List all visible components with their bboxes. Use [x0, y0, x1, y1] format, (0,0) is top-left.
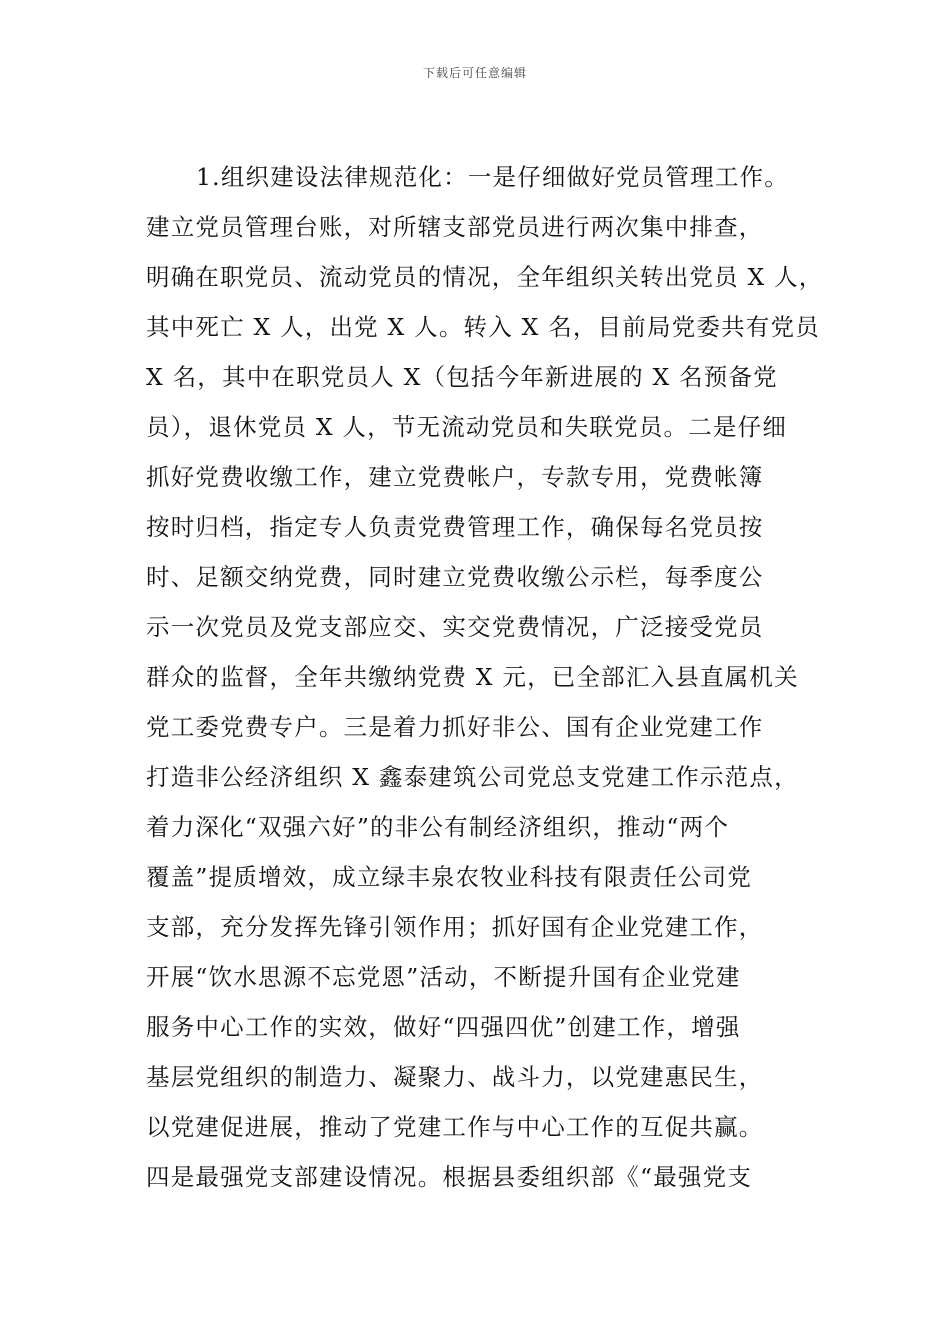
text-line: 打造非公经济组织 X 鑫泰建筑公司党总支党建工作示范点， [146, 763, 799, 791]
text-line: 四是最强党支部建设情况。根据县委组织部《“最强党支 [146, 1163, 753, 1191]
text-line: 服务中心工作的实效，做好“四强四优”创建工作，增强 [146, 1013, 741, 1041]
text-line: 以党建促进展，推动了党建工作与中心工作的互促共赢。 [146, 1113, 764, 1141]
text-line: 抓好党费收缴工作，建立党费帐户，专款专用，党费帐簿 [146, 463, 764, 491]
page-header: 下载后可任意编辑 [422, 66, 527, 80]
text-line: 员），退休党员 X 人，节无流动党员和失联党员。二是仔细 [146, 413, 788, 441]
text-line: X 名，其中在职党员人 X（包括今年新进展的 X 名预备党 [146, 363, 778, 391]
text-line: 示一次党员及党支部应交、实交党费情况，广泛接受党员 [146, 613, 764, 641]
text-line: 其中死亡 X 人，出党 X 人。转入 X 名，目前局党委共有党员 [146, 313, 820, 341]
text-line: 明确在职党员、流动党员的情况，全年组织关转出党员 X 人， [146, 263, 824, 291]
text-line: 1.组织建设法律规范化：一是仔细做好党员管理工作。 [196, 163, 789, 191]
text-line: 党工委党费专户。三是着力抓好非公、国有企业党建工作 [146, 713, 764, 741]
text-line: 着力深化“双强六好”的非公有制经济组织，推动“两个 [146, 813, 730, 841]
text-line: 建立党员管理台账，对所辖支部党员进行两次集中排查， [146, 213, 764, 241]
text-line: 覆盖”提质增效，成立绿丰泉农牧业科技有限责任公司党 [146, 863, 753, 891]
text-line: 群众的监督，全年共缴纳党费 X 元，已全部汇入县直属机关 [146, 663, 799, 691]
text-line: 开展“饮水思源不忘党恩”活动，不断提升国有企业党建 [146, 963, 741, 991]
text-line: 时、足额交纳党费，同时建立党费收缴公示栏，每季度公 [146, 563, 764, 591]
text-line: 按时归档，指定专人负责党费管理工作，确保每名党员按 [146, 513, 764, 541]
text-line: 支部，充分发挥先锋引领作用；抓好国有企业党建工作， [146, 913, 764, 941]
text-line: 基层党组织的制造力、凝聚力、战斗力，以党建惠民生， [146, 1063, 764, 1091]
